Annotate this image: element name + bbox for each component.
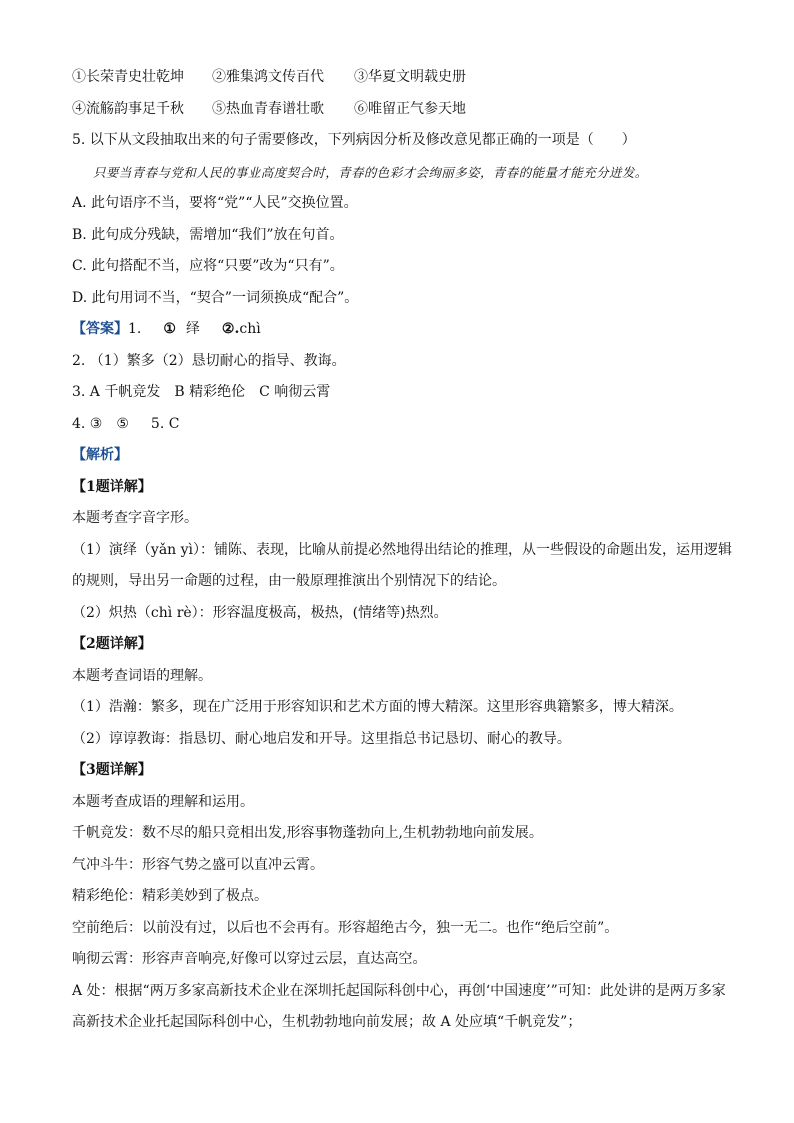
section-1-paragraph-1: （1）演绎（yǎn yì）：铺陈、表现，比喻从前提必然地得出结论的推理，从一些假设的命题出发，运用逻辑的规则，导出另一命题的过程，由一般原理推演出个别情况下的结论。: [72, 541, 733, 589]
options-row-2: [72, 94, 732, 126]
answer-1-part1-num: ①: [163, 321, 176, 337]
section-3-paragraph-a: A 处：根据“两万多家高新技术企业在深圳托起国际科创中心，再创‘中国速度’”可知：此处讲的是两万多家高新技术企业托起国际科创中心，生机勃勃地向前发展；故 A 处应填“千帆竞发”；: [72, 982, 726, 1030]
choice-d: D. 此句用词不当，“契合”一词须换成“配合”。: [72, 289, 359, 306]
section-1-intro: 本题考查字音字形。: [72, 510, 198, 526]
answer-line-1: [72, 314, 732, 346]
section-2-paragraph-2: （2）谆谆教诲：指恳切、耐心地启发和开导。这里指总书记恳切、耐心的教导。: [72, 730, 571, 747]
section-1-title: 【1题详解】: [72, 478, 152, 495]
option-2: ②雅集鸿文传百代: [212, 69, 324, 85]
idiom-item: 千帆竞发：数不尽的船只竞相出发,形容事物蓬勃向上,生机勃勃地向前发展。: [72, 825, 543, 841]
idiom-item: 响彻云霄：形容声音响亮,好像可以穿过云层，直达高空。: [72, 951, 427, 967]
question-5-quote: 只要当青春与党和人民的事业高度契合时，青春的色彩才会绚丽多姿，青春的能量才能充分迸发。: [93, 164, 648, 180]
answer-1-part1: 绎: [185, 321, 200, 337]
answer-1-part2: chì: [239, 321, 261, 337]
idiom-item: 气冲斗牛：形容气势之盛可以直冲云霄。: [72, 856, 324, 873]
answer-4: 4. ③ ⑤: [72, 415, 129, 432]
answer-1-prefix: 1.: [128, 321, 142, 337]
answer-1-part2-num: ②.: [221, 321, 240, 337]
option-6: ⑥唯留正气参天地: [354, 100, 466, 117]
question-5-stem: 5. 以下从文段抽取出来的句子需要修改，下列病因分析及修改意见都正确的一项是（ ）: [72, 132, 636, 148]
option-4: ④流觞韵事足千秋: [72, 100, 184, 117]
answer-tag: 【答案】: [72, 321, 128, 337]
options-row-1: [72, 62, 732, 94]
choice-a: A. 此句语序不当，要将“党”“人民”交换位置。: [72, 195, 358, 211]
analysis-tag: 【解析】: [72, 447, 128, 463]
section-2-intro: 本题考查词语的理解。: [72, 667, 212, 684]
section-2-paragraph-1: （1）浩瀚：繁多，现在广泛用于形容知识和艺术方面的博大精深。这里形容典籍繁多，博大精深。: [72, 699, 683, 715]
answer-4-5: [72, 409, 732, 441]
answer-5: 5. C: [150, 415, 180, 432]
option-5: ⑤热血青春谱壮歌: [212, 100, 324, 117]
choice-b: B. 此句成分残缺，需增加“我们”放在句首。: [72, 226, 344, 243]
idiom-item: 空前绝后：以前没有过，以后也不会再有。形容超绝古今，独一无二。也作“绝后空前”。: [72, 919, 619, 936]
option-1: ①长荣青史壮乾坤: [72, 69, 184, 85]
section-2-title: 【2题详解】: [72, 636, 152, 652]
section-3-intro: 本题考查成语的理解和运用。: [72, 793, 254, 810]
document-page: [72, 62, 732, 1039]
idiom-item: 精彩绝伦：精彩美妙到了极点。: [72, 888, 268, 904]
section-1-paragraph-2: （2）炽热（chì rè）：形容温度极高，极热，(情绪等)热烈。: [72, 604, 448, 621]
option-3: ③华夏文明载史册: [354, 69, 466, 85]
choice-c: C. 此句搭配不当，应将“只要”改为“只有”。: [72, 258, 344, 274]
answer-2: 2. （1）繁多（2）恳切耐心的指导、教诲。: [72, 352, 346, 369]
section-3-title: 【3题详解】: [72, 762, 152, 778]
answer-3: 3. A 千帆竞发 B 精彩绝伦 C 响彻云霄: [72, 384, 331, 400]
